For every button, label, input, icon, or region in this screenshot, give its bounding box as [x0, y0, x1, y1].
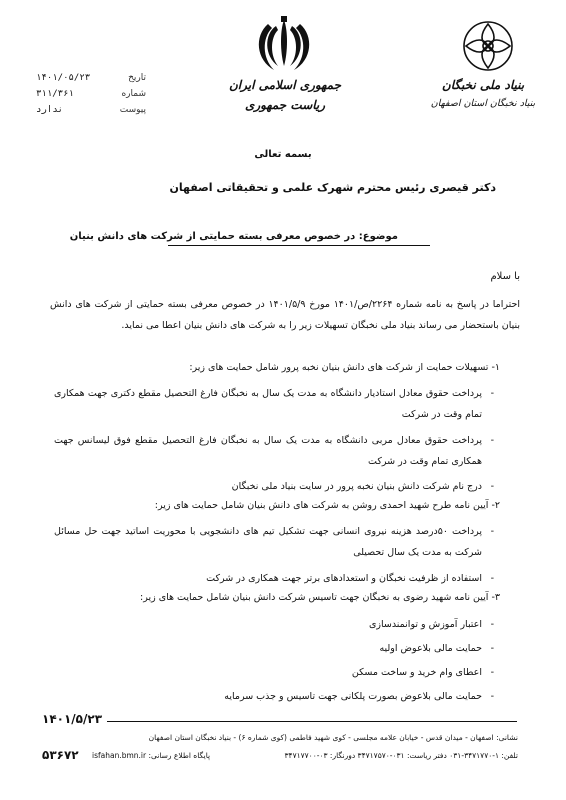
section-2-title: ۲- آیین نامه طرح شهید احمدی روشن به شرکت های دانش بنیان شامل حمایت های زیر:	[154, 500, 500, 511]
logo-caption	[418, 78, 548, 109]
section-3-item: - اعطای وام خرید و ساخت مسکن	[54, 662, 482, 683]
bmn-logo-icon	[460, 18, 516, 74]
letter-meta	[36, 70, 146, 118]
footer-date-stamp: ۱۴۰۱/۵/۲۳	[42, 712, 103, 726]
footer-code: ۵۳۶۷۲	[42, 748, 79, 762]
footer-divider	[107, 721, 517, 722]
section-3-title: ۳- آیین نامه شهید رضوی به نخبگان جهت تاسیس شرکت دانش بنیان شامل حمایت های زیر:	[140, 592, 500, 603]
attachment-value: ندارد	[36, 105, 64, 115]
number-value: ۳۱۱/۳۶۱	[36, 89, 74, 99]
section-1-item: - پرداخت حقوق معادل استادیار دانشگاه به مدت یک سال به نخبگان فارغ التحصیل مقطع دکتری جهت همکاری تمام وقت در شرکت	[54, 383, 482, 425]
section-1-title: ۱- تسهیلات حمایت از شرکت های دانش بنیان نخبه پرور شامل حمایت های زیر:	[189, 362, 500, 373]
right-header-line1: بنیاد ملی نخبگان	[441, 78, 525, 92]
section-1-item: - پرداخت حقوق معادل مربی دانشگاه به مدت یک سال به نخبگان فارغ التحصیل مقطع فوق لیسانس جهت همکاری تمام وقت در شرکت	[54, 430, 482, 472]
section-3-item: - اعتبار آموزش و توانمندسازی	[54, 614, 482, 635]
section-2-item: - پرداخت ۵۰درصد هزینه نیروی انسانی جهت تشکیل تیم های دانشجویی با محوریت اساتید جهت حل مسائل شرکت به مدت یک سال تحصیلی	[54, 521, 482, 563]
date-row	[36, 70, 146, 86]
center-header-line1: جمهوری اسلامی ایران	[228, 78, 342, 92]
center-header-line2: ریاست جمهوری	[244, 98, 326, 112]
iran-emblem-icon	[254, 16, 314, 76]
emblem-caption	[220, 78, 350, 112]
section-3-item: - حمایت مالی بلاعوض اولیه	[54, 638, 482, 659]
intro-paragraph: احتراما در پاسخ به نامه شماره ۲۲۶۴/ص/۱۴۰۱ مورخ ۱۴۰۱/۵/۹ در خصوص معرفی بسته حمایتی از شرکت های دانش بنیان باستحضار می رساند بنیاد ملی نخبگان تسهیلات زیر را به شرکت های دانش بنیان اعطا می نماید.	[50, 299, 520, 331]
footer-phones: تلفن: ۱-۳۴۷۱۷۷۰-۰۳۱ دفتر ریاست: ۰۳۱-۳۴۷۱۷۵۷۰ دورنگار: ۰۳-۳۴۷۱۷۷۰۰	[284, 751, 518, 760]
footer-address: نشانی: اصفهان - میدان قدس - خیابان علامه مجلسی - کوی شهید فاطمی (کوی شماره ۶) - بنیاد نخبگان استان اصفهان	[148, 733, 518, 742]
besm-heading: بسمه تعالی	[254, 149, 312, 160]
number-row	[36, 86, 146, 102]
subject-line: موضوع: در خصوص معرفی بسته حمایتی از شرکت های دانش بنیان	[69, 231, 398, 242]
footer-website: پایگاه اطلاع رسانی: isfahan.bmn.ir	[92, 751, 211, 760]
subject-underline	[168, 245, 430, 246]
attachment-row	[36, 102, 146, 118]
date-label: تاریخ	[128, 73, 146, 83]
addressee: دکتر قیصری رئیس محترم شهرک علمی و تحقیقاتی اصفهان	[169, 181, 496, 194]
section-1-item: - درج نام شرکت دانش بنیان نخبه پرور در سایت بنیاد ملی نخبگان	[54, 476, 482, 497]
attachment-label: پیوست	[119, 105, 146, 115]
number-label: شماره	[121, 89, 146, 99]
date-value: ۱۴۰۱/۰۵/۲۳	[36, 73, 91, 83]
section-3-item: - حمایت مالی بلاعوض بصورت پلکانی جهت تاسیس و جذب سرمایه	[54, 686, 482, 707]
greeting: با سلام	[490, 271, 520, 282]
section-2-item: - استفاده از ظرفیت نخبگان و استعدادهای برتر جهت همکاری در شرکت	[54, 568, 482, 589]
right-header-line2: بنیاد نخبگان استان اصفهان	[430, 98, 536, 109]
